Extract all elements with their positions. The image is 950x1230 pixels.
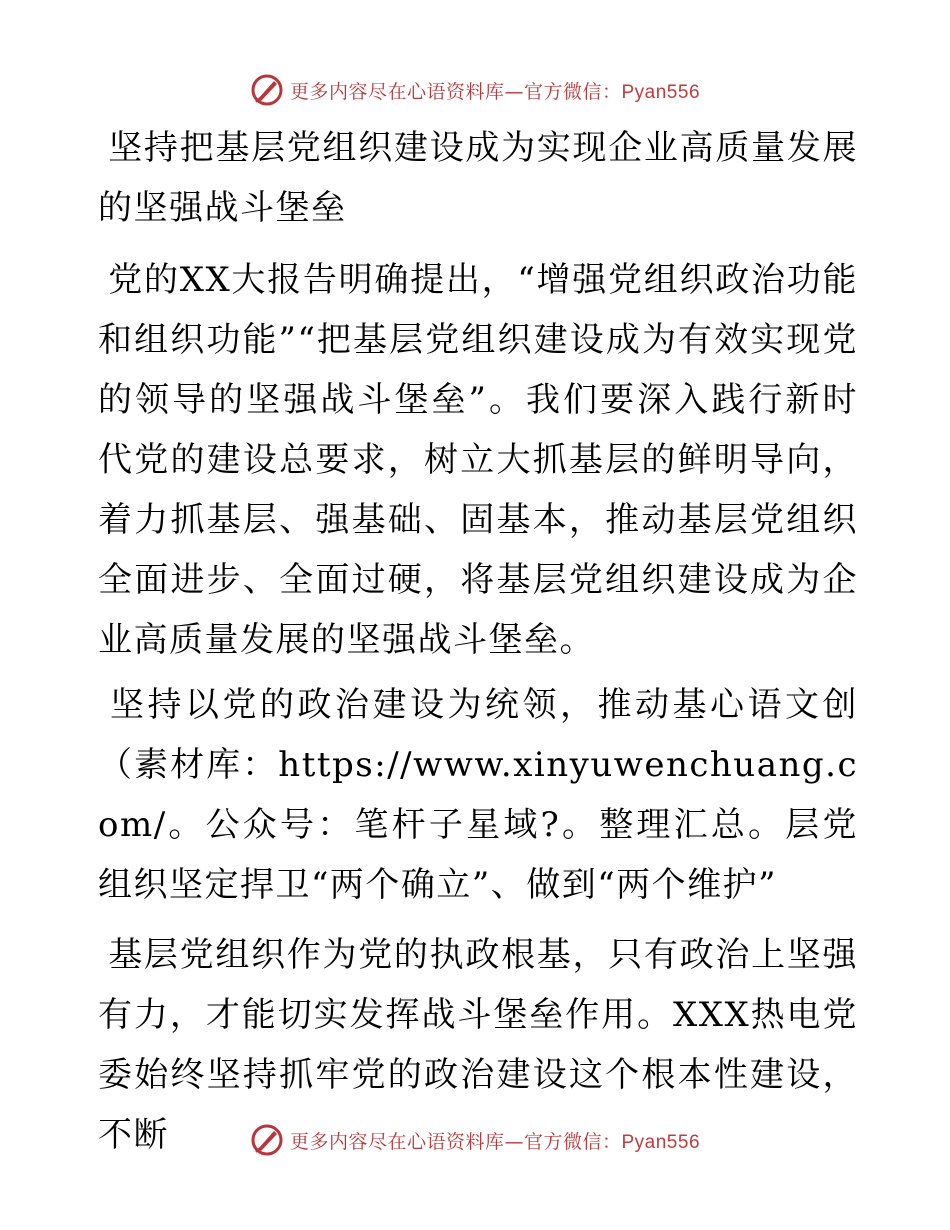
document-title: 坚持把基层党组织建设成为实现企业高质量发展的坚强战斗堡垒 <box>98 128 858 228</box>
feather-pen-logo-icon <box>250 1123 284 1157</box>
watermark-text: 更多内容尽在心语资料库—官方微信：Pyan556 <box>289 80 701 103</box>
paragraph-3: 基层党组织作为党的执政根基，只有政治上坚强有力，才能切实发挥战斗堡垒作用。XXX热电党委始终坚持抓牢党的政治建设这个根本性建设，不断 <box>98 935 858 1155</box>
paragraph-2: 坚持以党的政治建设为统领，推动基心语文创（素材库：https://www.xinyuwenchuang.com/。公众号：笔杆子星域?。整理汇总。层党组织坚定捍卫“两个确立”、做到“两个维护” <box>98 685 858 905</box>
header-watermark <box>0 70 950 110</box>
paragraph-1: 党的XX大报告明确提出，“增强党组织政治功能和组织功能”“把基层党组织建设成为有效实现党的领导的坚强战斗堡垒”。我们要深入践行新时代党的建设总要求，树立大抓基层的鲜明导向，着力抓基层、强基础、固基本，推动基层党组织全面进步、全面过硬，将基层党组织建设成为企业高质量发展的坚强战斗堡垒。 <box>98 260 858 660</box>
watermark-id: Pyan556 <box>621 1131 701 1153</box>
watermark-text: 更多内容尽在心语资料库—官方微信：Pyan556 <box>289 1130 701 1153</box>
watermark-id: Pyan556 <box>621 81 701 103</box>
footer-watermark <box>0 1120 950 1160</box>
feather-pen-logo-icon <box>250 73 284 107</box>
